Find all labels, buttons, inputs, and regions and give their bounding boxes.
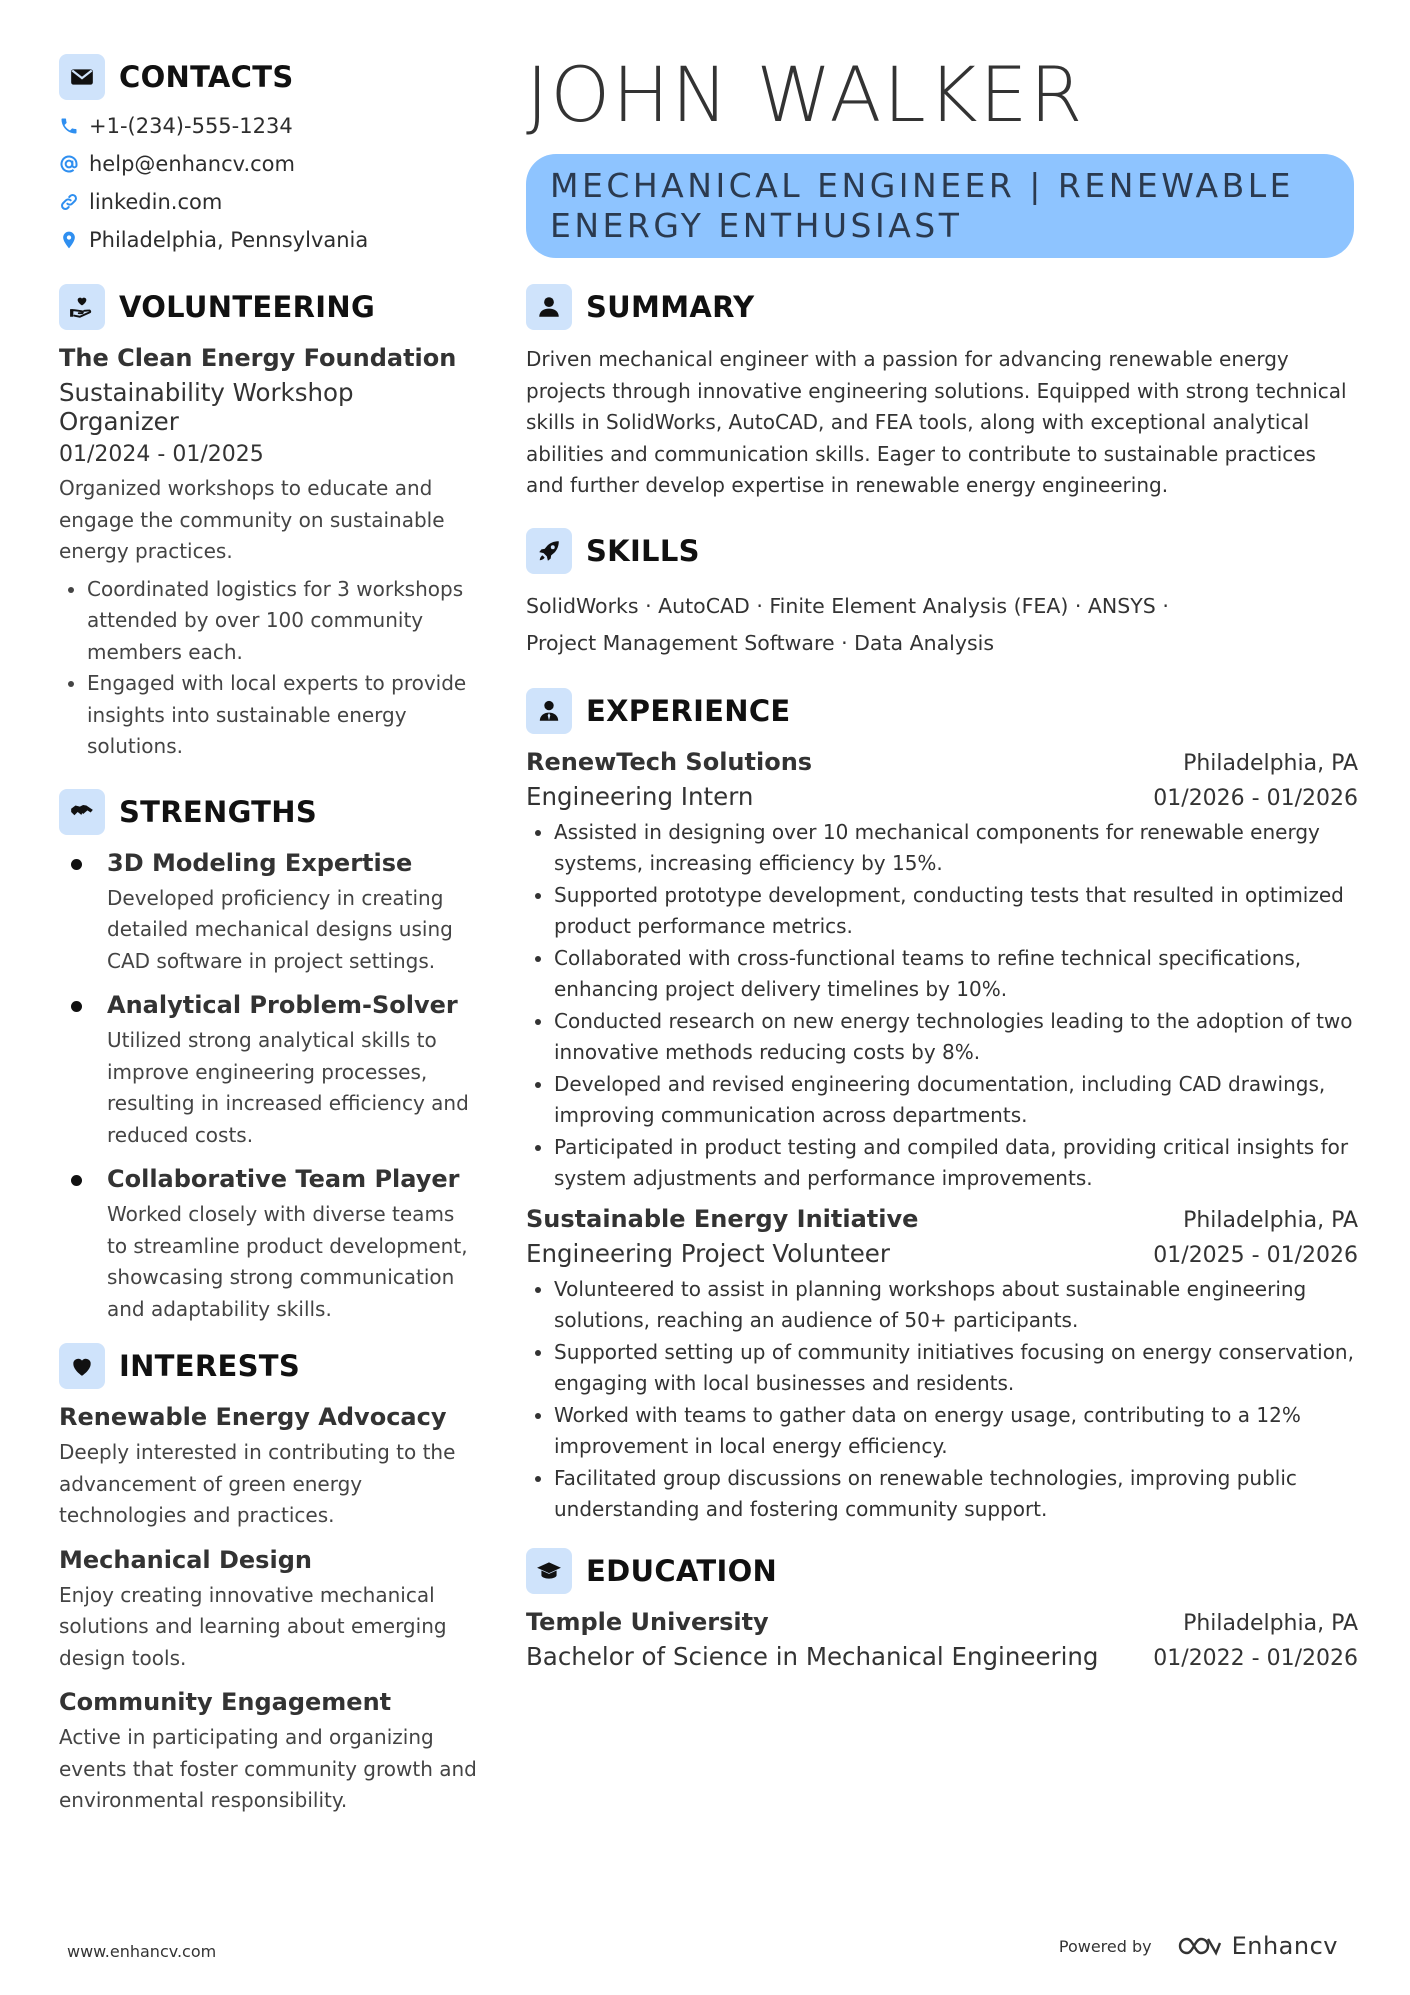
rocket-icon <box>526 528 572 574</box>
phone-icon <box>59 116 79 136</box>
list-item: • Collaborated with cross-functional teams to refine technical specifications, enhancing project delivery timelines by 10%. <box>554 943 1358 1006</box>
list-item: • Engaged with local experts to provide insights into sustainable energy solutions. <box>87 668 479 763</box>
skills-line: SolidWorks · AutoCAD · Finite Element Analysis (FEA) · ANSYS · <box>526 593 1169 618</box>
interest-title: Renewable Energy Advocacy <box>59 1403 447 1431</box>
strength-desc: Worked closely with diverse teams to streamline product development, showcasing strong communication and adaptability skills. <box>107 1202 468 1321</box>
volunteering-section <box>59 284 479 763</box>
job-title-banner: MECHANICAL ENGINEER | RENEWABLE ENERGY ENTHUSIAST <box>526 154 1354 258</box>
job-role: Engineering Intern <box>526 781 754 811</box>
user-icon <box>526 284 572 330</box>
contact-phone[interactable] <box>59 114 479 138</box>
volunteer-bullets <box>59 574 479 763</box>
interest-desc: Deeply interested in contributing to the advancement of green energy technologies and practices. <box>59 1440 456 1527</box>
list-item: • Supported setting up of community initiatives focusing on energy conservation, engaging with local businesses and residents. <box>554 1337 1358 1400</box>
volunteer-dates: 01/2024 - 01/2025 <box>59 442 264 467</box>
volunteer-role: Sustainability Workshop Organizer <box>59 378 354 436</box>
list-item: • Supported prototype development, conducting tests that resulted in optimized product performance metrics. <box>554 880 1358 943</box>
list-item: • Assisted in designing over 10 mechanical components for renewable energy systems, increasing efficiency by 15%. <box>554 817 1358 880</box>
contact-email[interactable] <box>59 152 479 176</box>
strength-desc: Developed proficiency in creating detailed mechanical designs using CAD software in project settings. <box>107 885 453 973</box>
enhancv-logo-icon <box>1176 1934 1222 1958</box>
summary-section <box>526 284 1358 502</box>
interest-desc: Active in participating and organizing events that foster community growth and environmental responsibility. <box>59 1725 477 1812</box>
strength-title: Collaborative Team Player <box>107 1165 460 1193</box>
volunteering-title: VOLUNTEERING <box>119 290 376 324</box>
graduation-cap-icon <box>526 1548 572 1594</box>
list-item: • Conducted research on new energy technologies leading to the adoption of two innovative methods reducing costs by 8%. <box>554 1006 1358 1069</box>
contacts-section <box>59 54 479 252</box>
list-item: • Coordinated logistics for 3 workshops attended by over 100 community members each. <box>87 574 479 669</box>
interest-item <box>59 1688 479 1817</box>
hand-heart-icon <box>59 284 105 330</box>
strength-title: 3D Modeling Expertise <box>107 848 413 877</box>
strength-item <box>59 1165 479 1325</box>
degree: Bachelor of Science in Mechanical Engineering <box>526 1641 1099 1671</box>
job-dates: 01/2026 - 01/2026 <box>1153 785 1358 811</box>
job-dates: 01/2025 - 01/2026 <box>1153 1242 1358 1268</box>
job-entry <box>526 748 1358 1195</box>
job-entry <box>526 1205 1358 1526</box>
skills-section <box>526 528 1358 662</box>
skills-line: Project Management Software · Data Analysis <box>526 630 995 655</box>
bullet-dot <box>71 859 82 870</box>
list-item: • Worked with teams to gather data on energy usage, contributing to a 12% improvement in local energy efficiency. <box>554 1400 1358 1463</box>
job-location: Philadelphia, PA <box>1183 750 1358 776</box>
footer-website[interactable]: www.enhancv.com <box>67 1942 217 1961</box>
left-column <box>59 54 479 1831</box>
envelope-icon <box>59 54 105 100</box>
interest-desc: Enjoy creating innovative mechanical solutions and learning about emerging design tools. <box>59 1582 447 1670</box>
summary-text: Driven mechanical engineer with a passion for advancing renewable energy projects through innovative engineering solutions. Equipped with strong technical skills in SolidWorks, AutoCAD, and FEA tools, along with exceptional analytical abilities and communication skills. Eager to contribute to sustainable practices and further develop expertise in renewable energy engineering. <box>526 347 1347 497</box>
school-name: Temple University <box>526 1607 769 1636</box>
interests-title: INTERESTS <box>119 1349 301 1383</box>
education-entry <box>526 1608 1358 1671</box>
list-item: • Facilitated group discussions on renewable technologies, improving public understanding and fostering community support. <box>554 1463 1358 1526</box>
summary-title: SUMMARY <box>586 290 755 324</box>
footer-branding[interactable] <box>1059 1932 1338 1960</box>
interest-title: Community Engagement <box>59 1688 392 1716</box>
heart-icon <box>59 1343 105 1389</box>
contact-linkedin[interactable] <box>59 190 479 214</box>
interest-item <box>59 1546 479 1675</box>
experience-section <box>526 688 1358 1526</box>
skills-title: SKILLS <box>586 533 700 568</box>
volunteer-org: The Clean Energy Foundation <box>59 344 457 372</box>
strength-title: Analytical Problem-Solver <box>107 991 458 1019</box>
strength-item <box>59 991 479 1151</box>
company-name: Sustainable Energy Initiative <box>526 1204 919 1233</box>
strengths-section <box>59 789 479 1326</box>
education-section <box>526 1548 1358 1671</box>
linkedin-text: linkedin.com <box>89 190 223 214</box>
bullet-dot <box>71 1175 82 1186</box>
link-icon <box>59 192 79 212</box>
list-item: • Participated in product testing and compiled data, providing critical insights for system adjustments and performance improvements. <box>554 1132 1358 1195</box>
strengths-title: STRENGTHS <box>119 794 318 829</box>
job-bullets <box>526 817 1358 1195</box>
strength-item <box>59 849 479 978</box>
interests-section <box>59 1343 479 1817</box>
job-location: Philadelphia, PA <box>1183 1207 1358 1233</box>
location-pin-icon <box>59 230 79 250</box>
list-item: • Volunteered to assist in planning workshops about sustainable engineering solutions, reaching an audience of 50+ participants. <box>554 1274 1358 1337</box>
email-text: help@enhancv.com <box>89 152 295 176</box>
bullet-dot <box>71 1001 82 1012</box>
briefcase-user-icon <box>526 688 572 734</box>
job-role: Engineering Project Volunteer <box>526 1238 890 1268</box>
volunteer-desc: Organized workshops to educate and engage the community on sustainable energy practices. <box>59 476 445 563</box>
interest-item <box>59 1403 479 1532</box>
company-name: RenewTech Solutions <box>526 747 813 776</box>
contact-location <box>59 228 479 252</box>
job-bullets <box>526 1274 1358 1526</box>
list-item: • Developed and revised engineering documentation, including CAD drawings, improving communication across departments. <box>554 1069 1358 1132</box>
skills-list <box>526 588 1358 662</box>
brand-name: Enhancv <box>1231 1932 1338 1960</box>
education-dates: 01/2022 - 01/2026 <box>1153 1645 1358 1671</box>
strength-desc: Utilized strong analytical skills to improve engineering processes, resulting in increased efficiency and reduced costs. <box>107 1028 469 1147</box>
powered-by-label: Powered by <box>1058 1936 1152 1956</box>
location-text: Philadelphia, Pennsylvania <box>89 228 369 252</box>
candidate-name: JOHN WALKER <box>526 50 1085 139</box>
phone-text: +1-(234)-555-1234 <box>89 114 293 138</box>
handshake-icon <box>59 789 105 835</box>
school-location: Philadelphia, PA <box>1183 1610 1358 1636</box>
right-column <box>526 50 1358 1681</box>
interest-title: Mechanical Design <box>59 1545 312 1574</box>
contacts-title: CONTACTS <box>119 60 294 94</box>
at-icon <box>59 154 79 174</box>
experience-title: EXPERIENCE <box>586 693 791 728</box>
education-title: EDUCATION <box>586 1553 778 1588</box>
